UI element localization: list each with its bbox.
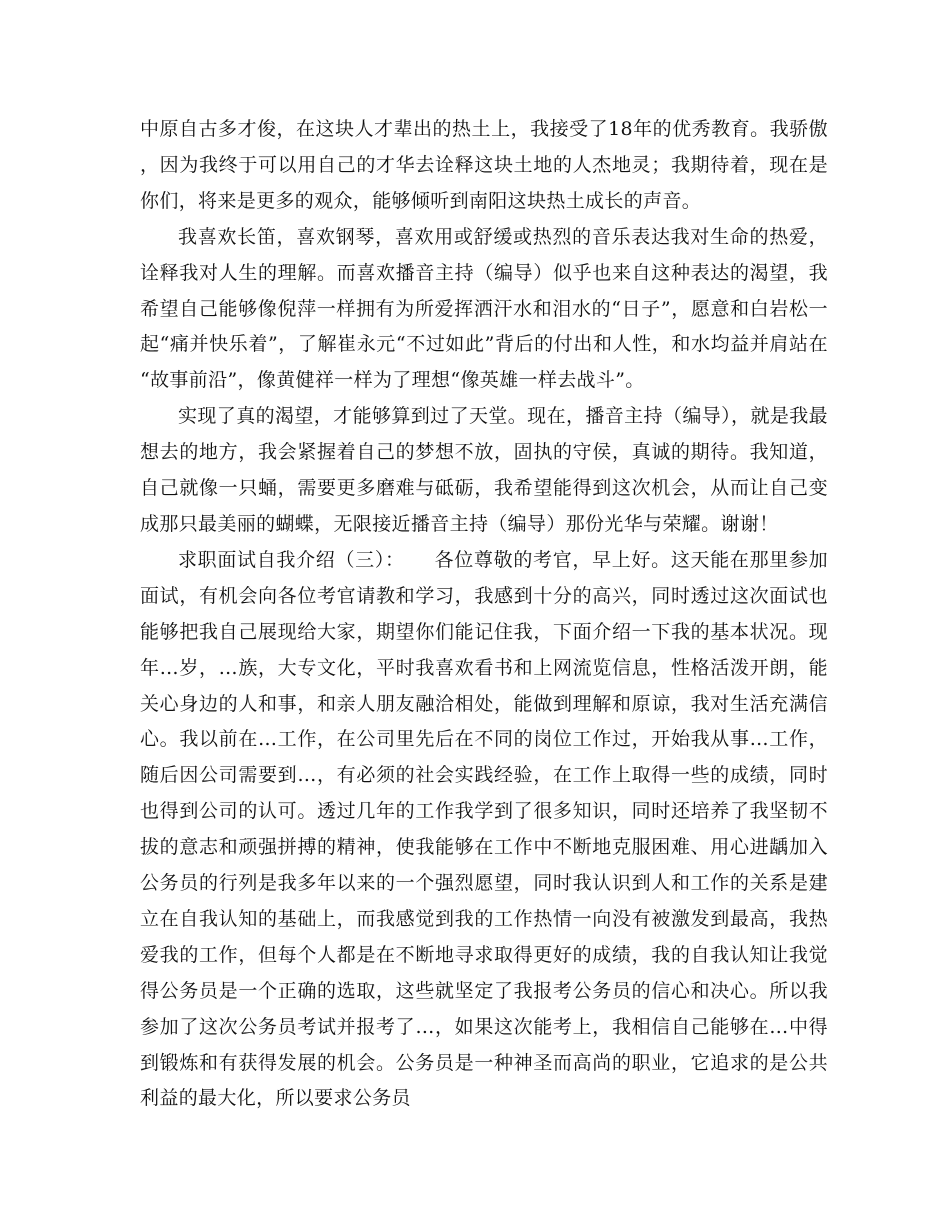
paragraph-aspiration: 实现了真的渴望，才能够算到过了天堂。现在，播音主持（编导），就是我最想去的地方，我会紧握着自己的梦想不放，固执的守侯，真诚的期待。我知道，自己就像一只蛹，需要更多磨难与砥砺，我希望能得到这次机会，从而让自己变成那只最美丽的蝴蝶，无限接近播音主持（编导）那份光华与荣耀。谢谢！ <box>140 405 828 535</box>
paragraph-hometown: 中原自古多才俊，在这块人才辈出的热土上，我接受了18年的优秀教育。我骄傲，因为我终于可以用自己的才华去诠释这块土地的人杰地灵；我期待着，现在是你们，将来是更多的观众，能够倾听到南阳这块热土成长的声音。 <box>140 118 828 212</box>
paragraph-hobbies: 我喜欢长笛，喜欢钢琴，喜欢用或舒缓或热烈的音乐表达我对生命的热爱，诠释我对人生的理解。而喜欢播音主持（编导）似乎也来自这种表达的渴望，我希望自己能够像倪萍一样拥有为所爱挥洒汗水和泪水的“日子”，愿意和白岩松一起“痛并快乐着”，了解崔永元“不过如此”背后的付出和人性，和水均益并肩站在“故事前沿”，像黄健祥一样为了理想“像英雄一样去战斗”。 <box>140 225 828 392</box>
document-body <box>140 112 828 1117</box>
paragraph-interview-intro: 求职面试自我介绍（三）： 各位尊敬的考官，早上好。这天能在那里参加面试，有机会向各位考官请教和学习，我感到十分的高兴，同时透过这次面试也能够把我自己展现给大家，期望你们能记住我，下面介绍一下我的基本状况。现年…岁，…族，大专文化，平时我喜欢看书和上网流览信息，性格活泼开朗，能关心身边的人和事，和亲人朋友融洽相处，能做到理解和原谅，我对生活充满信心。我以前在…工作，在公司里先后在不同的岗位工作过，开始我从事…工作，随后因公司需要到…，有必须的社会实践经验，在工作上取得一些的成绩，同时也得到公司的认可。透过几年的工作我学到了很多知识，同时还培养了我坚韧不拔的意志和顽强拼搏的精神，使我能够在工作中不断地克服困难、用心进龋加入公务员的行列是我多年以来的一个强烈愿望，同时我认识到人和工作的关系是建立在自我认知的基础上，而我感觉到我的工作热情一向没有被激发到最高，我热爱我的工作，但每个人都是在不断地寻求取得更好的成绩，我的自我认知让我觉得公务员是一个正确的选取，这些就坚定了我报考公务员的信心和决心。所以我参加了这次公务员考试并报考了…，如果这次能考上，我相信自己能够在…中得到锻炼和有获得发展的机会。公务员是一种神圣而高尚的职业，它追求的是公共利益的最大化，所以要求公务员 <box>140 548 828 1110</box>
